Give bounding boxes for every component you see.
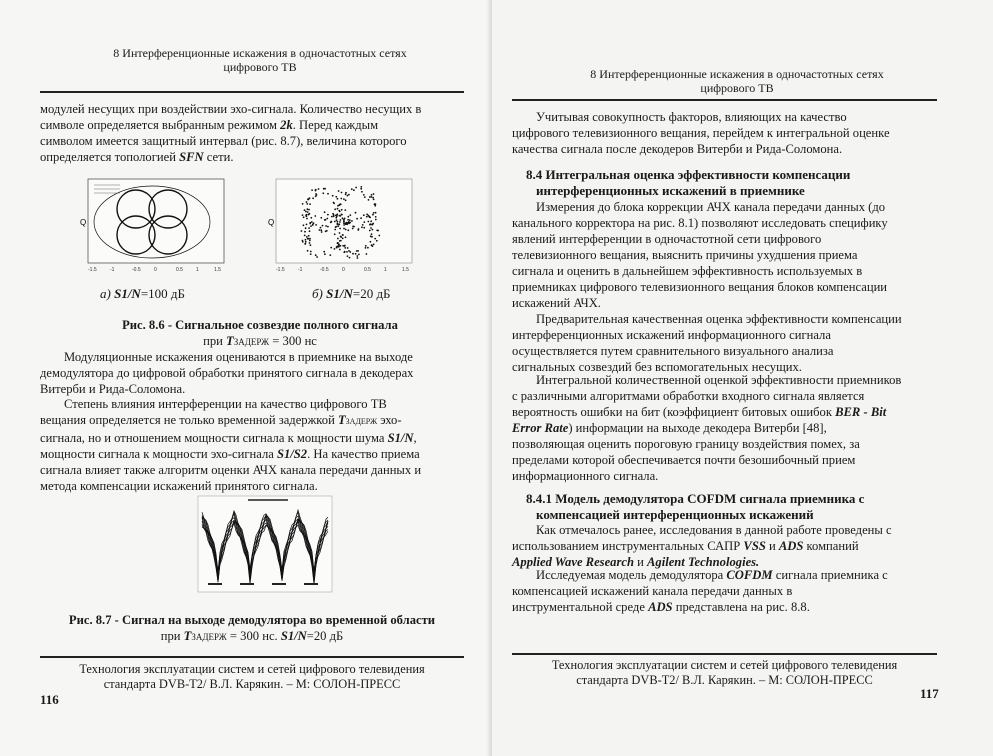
- noise-point: [337, 223, 339, 225]
- noise-point: [306, 203, 308, 205]
- noise-point: [337, 198, 339, 200]
- noise-point: [339, 249, 341, 251]
- fig87-title: [40, 612, 464, 645]
- noise-point: [374, 238, 376, 240]
- noise-point: [318, 188, 320, 190]
- noise-point: [309, 242, 311, 244]
- noise-point: [349, 219, 351, 221]
- left-paragraph-3: Степень влияния интерференции на качество цифрового ТВ вещания определяется не только временной задержкой TЗАДЕРЖ эхо- сигнала, но и отношением мощности сигнала к мощности шума S1/N, мощности сигнала к мощности эхо-сигнала S1/S2. На качество приема сигнала влияет также алгоритм оценки АЧХ канала передачи данных и метода компенсации искажений принятого сигнала.: [40, 397, 422, 493]
- noise-point: [337, 238, 339, 240]
- noise-point: [339, 215, 341, 217]
- noise-point: [334, 248, 336, 250]
- plot-b-x-ticks: [276, 267, 409, 273]
- noise-point: [373, 212, 375, 214]
- noise-point: [334, 233, 336, 235]
- noise-point: [342, 217, 344, 219]
- noise-point: [320, 217, 322, 219]
- noise-point: [324, 253, 326, 255]
- noise-point: [371, 233, 373, 235]
- noise-point: [371, 196, 373, 198]
- noise-point: [309, 197, 311, 199]
- noise-point: [306, 214, 308, 216]
- noise-point: [343, 221, 345, 223]
- noise-point: [303, 216, 305, 218]
- noise-point: [302, 214, 304, 216]
- noise-point: [337, 242, 339, 244]
- noise-point: [375, 216, 377, 218]
- section-8-4-heading: 8.4 Интегральная оценка эффективности компенсации интерференционных искажений в приемнике: [526, 167, 851, 198]
- noise-point: [331, 216, 333, 218]
- fig86-title-line1: Рис. 8.6 - Сигнальное созвездие полного сигнала: [122, 318, 398, 332]
- noise-point: [378, 235, 380, 237]
- noise-point: [346, 251, 348, 253]
- noise-point: [369, 217, 371, 219]
- noise-point: [360, 217, 362, 219]
- noise-point: [343, 228, 345, 230]
- noise-point: [364, 196, 366, 198]
- noise-point: [319, 229, 321, 231]
- right-page: [492, 0, 993, 756]
- noise-point: [363, 227, 365, 229]
- noise-point: [312, 197, 314, 199]
- noise-point: [370, 241, 372, 243]
- noise-point: [327, 214, 329, 216]
- svg-text:1.5: 1.5: [214, 267, 221, 273]
- noise-point: [340, 219, 342, 221]
- noise-point: [306, 236, 308, 238]
- noise-point: [352, 226, 354, 228]
- noise-point: [307, 198, 309, 200]
- noise-point: [377, 230, 379, 232]
- left-intro-paragraph: модулей несущих при воздействии эхо-сигнала. Количество несущих в символе определяется выбранным режимом 2k. Перед каждым символом имеется защитный интервал (рис. 8.7), величина которого определяется топологией SFN сети.: [40, 102, 422, 164]
- noise-point: [339, 232, 341, 234]
- noise-point: [307, 250, 309, 252]
- right-header-line2: цифрового ТВ: [700, 81, 774, 95]
- noise-point: [314, 215, 316, 217]
- noise-point: [347, 216, 349, 218]
- noise-point: [332, 213, 334, 215]
- noise-point: [367, 221, 369, 223]
- svg-text:0: 0: [342, 267, 345, 273]
- noise-point: [347, 195, 349, 197]
- right-paragraph-6: Исследуемая модель демодулятора COFDM сигнала приемника с компенсацией искажений канала передачи данных в инструментальной среде ADS представлена на рис. 8.8.: [512, 568, 888, 614]
- fig87-title-line1: Рис. 8.7 - Сигнал на выходе демодулятора во временной области: [68, 613, 436, 627]
- right-running-header: [532, 67, 942, 95]
- noise-point: [335, 226, 337, 228]
- noise-point: [338, 210, 340, 212]
- right-footer-line1: Технология эксплуатации систем и сетей цифрового телевидения: [551, 658, 898, 672]
- left-page: [0, 0, 492, 756]
- noise-point: [329, 254, 331, 256]
- plot-a-y-label: Q: [80, 218, 87, 227]
- noise-point: [337, 221, 339, 223]
- noise-point: [335, 217, 337, 219]
- right-paragraph-2: Измерения до блока коррекции АЧХ канала передачи данных (до канального корректора на рис. 8.1) позволяют исследовать специфику явлений интерференции в одночастотной сети цифрового телевизионного вещания, выяснить причины ухудшения приема сигнала и оценить в дальнейшем эффективность используемых в приемниках цифрового телевизионного вещания блоков компенсации искажений АЧХ.: [512, 200, 888, 310]
- noise-point: [331, 221, 333, 223]
- noise-point: [366, 253, 368, 255]
- right-paragraph-4: Интегральной количественной оценкой эффективности приемников с различными алгоритмами обработки входного сигнала является вероятность ошибки на бит (коэффициент битовых ошибок BER - Bit Error Rate) информации на выходе декодера Витерби [48], позволяющая оценить пороговую границу воздействия помех, за пределами которой обеспечивается почти безошибочный прием информационного сигнала.: [512, 373, 902, 483]
- noise-point: [340, 198, 342, 200]
- noise-point: [334, 208, 336, 210]
- noise-point: [338, 224, 340, 226]
- noise-point: [371, 224, 373, 226]
- noise-point: [310, 251, 312, 253]
- noise-point: [308, 209, 310, 211]
- noise-point: [365, 247, 367, 249]
- noise-point: [304, 209, 306, 211]
- noise-point: [349, 214, 351, 216]
- noise-point: [368, 199, 370, 201]
- noise-point: [342, 238, 344, 240]
- noise-point: [358, 254, 360, 256]
- noise-point: [341, 192, 343, 194]
- left-footer-rule: [40, 656, 464, 658]
- noise-point: [339, 240, 341, 242]
- noise-point: [373, 193, 375, 195]
- plot-b-y-label: Q: [268, 218, 275, 227]
- left-header-rule: [40, 91, 464, 93]
- left-header-line1: 8 Интерференционные искажения в одночастотных сетях: [113, 46, 407, 60]
- noise-point: [372, 245, 374, 247]
- left-running-header: [60, 46, 460, 74]
- noise-point: [320, 227, 322, 229]
- noise-point: [326, 230, 328, 232]
- noise-point: [324, 211, 326, 213]
- demodulator-waveform-plot: [188, 494, 338, 604]
- noise-point: [303, 224, 305, 226]
- noise-point: [373, 199, 375, 201]
- noise-point: [347, 222, 349, 224]
- noise-point: [353, 189, 355, 191]
- noise-point: [305, 211, 307, 213]
- right-page-number: 117: [920, 686, 939, 701]
- noise-point: [315, 254, 317, 256]
- noise-point: [309, 240, 311, 242]
- noise-point: [343, 198, 345, 200]
- noise-point: [356, 218, 358, 220]
- noise-point: [375, 212, 377, 214]
- noise-point: [321, 231, 323, 233]
- right-paragraph-1: Учитывая совокупность факторов, влияющих на качество цифрового телевизионного вещания, перейдем к интегральной оценке качества сигнала после декодеров Витерби и Рида-Соломона.: [512, 110, 890, 156]
- svg-text:-0.5: -0.5: [132, 267, 141, 273]
- noise-point: [352, 228, 354, 230]
- noise-point: [305, 227, 307, 229]
- noise-point: [355, 253, 357, 255]
- noise-point: [365, 245, 367, 247]
- noise-point: [315, 224, 317, 226]
- noise-point: [345, 199, 347, 201]
- noise-point: [347, 219, 349, 221]
- right-header-line1: 8 Интерференционные искажения в одночастотных сетях: [590, 67, 884, 81]
- noise-point: [343, 224, 345, 226]
- noise-point: [345, 236, 347, 238]
- noise-point: [333, 215, 335, 217]
- noise-point: [309, 238, 311, 240]
- noise-point: [337, 208, 339, 210]
- noise-point: [355, 187, 357, 189]
- noise-point: [351, 220, 353, 222]
- noise-point: [338, 190, 340, 192]
- svg-text:-1: -1: [110, 267, 115, 273]
- noise-point: [335, 196, 337, 198]
- constellation-plot-b: [268, 175, 418, 275]
- noise-point: [315, 193, 317, 195]
- noise-point: [337, 225, 339, 227]
- noise-point: [372, 229, 374, 231]
- noise-point: [306, 201, 308, 203]
- noise-point: [358, 228, 360, 230]
- noise-point: [369, 196, 371, 198]
- noise-point: [339, 228, 341, 230]
- noise-point: [347, 247, 349, 249]
- noise-point: [376, 240, 378, 242]
- noise-point: [338, 245, 340, 247]
- svg-text:-1.5: -1.5: [88, 267, 97, 273]
- noise-point: [306, 215, 308, 217]
- noise-point: [347, 229, 349, 231]
- right-paragraph-3: Предварительная качественная оценка эффективности компенсации интерференционных искажений информационного сигнала осуществляется путем сравнительного визуального анализа сигнальных созвездий без вспомогательных несущих.: [512, 312, 902, 374]
- fig86-title: [60, 317, 460, 350]
- svg-text:-1.5: -1.5: [276, 267, 285, 273]
- svg-text:1.5: 1.5: [402, 267, 409, 273]
- noise-point: [356, 255, 358, 257]
- noise-point: [348, 194, 350, 196]
- noise-point: [370, 235, 372, 237]
- noise-point: [345, 229, 347, 231]
- fig86-caption-b: б) S1/N=20 дБ: [312, 286, 391, 301]
- noise-point: [320, 229, 322, 231]
- noise-point: [372, 214, 374, 216]
- noise-point: [361, 191, 363, 193]
- noise-point: [322, 225, 324, 227]
- noise-point: [309, 230, 311, 232]
- noise-point: [352, 253, 354, 255]
- noise-point: [345, 222, 347, 224]
- noise-point: [344, 209, 346, 211]
- left-header-line2: цифрового ТВ: [223, 60, 297, 74]
- noise-point: [369, 224, 371, 226]
- noise-point: [363, 214, 365, 216]
- right-footer-rule: [512, 653, 937, 655]
- noise-point: [302, 203, 304, 205]
- noise-point: [325, 219, 327, 221]
- noise-point: [311, 221, 313, 223]
- fig86-title-line2: при TЗАДЕРЖ = 300 нс: [203, 334, 317, 348]
- plot-a-x-ticks: [88, 267, 221, 273]
- noise-point: [339, 204, 341, 206]
- noise-point: [325, 225, 327, 227]
- noise-point: [304, 235, 306, 237]
- noise-point: [373, 244, 375, 246]
- noise-point: [340, 245, 342, 247]
- svg-text:0: 0: [154, 267, 157, 273]
- noise-point: [345, 193, 347, 195]
- noise-point: [310, 225, 312, 227]
- right-footer-line2: стандарта DVB-T2/ В.Л. Карякин. – М: СОЛОН-ПРЕСС: [576, 673, 873, 687]
- noise-point: [308, 227, 310, 229]
- noise-point: [316, 256, 318, 258]
- noise-point: [305, 241, 307, 243]
- noise-point: [307, 238, 309, 240]
- noise-point: [310, 217, 312, 219]
- noise-point: [355, 212, 357, 214]
- noise-point: [327, 226, 329, 228]
- noise-point: [306, 224, 308, 226]
- noise-point: [351, 188, 353, 190]
- noise-point: [309, 222, 311, 224]
- left-footer-line2: стандарта DVB-T2/ В.Л. Карякин. – М: СОЛОН-ПРЕСС: [103, 677, 401, 691]
- noise-point: [366, 216, 368, 218]
- noise-point: [342, 234, 344, 236]
- noise-point: [323, 188, 325, 190]
- noise-point: [369, 230, 371, 232]
- noise-point: [349, 257, 351, 259]
- noise-point: [375, 219, 377, 221]
- left-page-number: 116: [40, 692, 59, 707]
- left-footer-line1: Технология эксплуатации систем и сетей цифрового телевидения: [79, 662, 425, 676]
- noise-point: [310, 244, 312, 246]
- right-paragraph-5: Как отмечалось ранее, исследования в данной работе проведены с использованием инструментальных САПР VSS и ADS компаний Applied Wave Research и Agilent Technologies.: [512, 523, 892, 569]
- noise-point: [362, 224, 364, 226]
- svg-text:1: 1: [384, 267, 387, 273]
- section-8-4-1-heading: 8.4.1 Модель демодулятора COFDM сигнала приемника с компенсацией интерференционных искажений: [526, 491, 865, 522]
- noise-point: [343, 251, 345, 253]
- noise-point: [344, 245, 346, 247]
- noise-point: [371, 194, 373, 196]
- left-paragraph-2: Модуляционные искажения оцениваются в приемнике на выходе демодулятора до цифровой обработки принятого сигнала в декодерах Витерби и Рида-Соломона.: [40, 350, 414, 396]
- noise-point: [370, 220, 372, 222]
- noise-point: [332, 195, 334, 197]
- noise-point: [333, 202, 335, 204]
- noise-point: [327, 193, 329, 195]
- noise-point: [348, 250, 350, 252]
- noise-point: [344, 218, 346, 220]
- noise-point: [308, 235, 310, 237]
- noise-point: [357, 257, 359, 259]
- noise-point: [360, 188, 362, 190]
- noise-point: [304, 243, 306, 245]
- noise-point: [322, 192, 324, 194]
- noise-point: [368, 215, 370, 217]
- svg-text:0.5: 0.5: [364, 267, 371, 273]
- noise-point: [340, 236, 342, 238]
- noise-point: [312, 224, 314, 226]
- noise-point: [339, 221, 341, 223]
- noise-point: [307, 208, 309, 210]
- constellation-plot-a: [80, 175, 230, 275]
- fig87-title-line2: при TЗАДЕРЖ = 300 нс. S1/N=20 дБ: [160, 629, 344, 643]
- noise-point: [347, 255, 349, 257]
- noise-point: [334, 229, 336, 231]
- noise-point: [361, 226, 363, 228]
- noise-point: [309, 203, 311, 205]
- noise-point: [336, 214, 338, 216]
- fig86-caption-a: а) S1/N=100 дБ: [100, 286, 185, 301]
- noise-point: [326, 218, 328, 220]
- noise-point: [307, 211, 309, 213]
- noise-point: [330, 247, 332, 249]
- svg-text:-0.5: -0.5: [320, 267, 329, 273]
- right-header-rule: [512, 99, 937, 101]
- left-footer: [40, 662, 464, 692]
- noise-point: [375, 203, 377, 205]
- svg-text:1: 1: [196, 267, 199, 273]
- noise-point: [309, 213, 311, 215]
- noise-point: [370, 227, 372, 229]
- noise-point: [356, 250, 358, 252]
- noise-point: [305, 239, 307, 241]
- noise-point: [334, 221, 336, 223]
- svg-text:-1: -1: [298, 267, 303, 273]
- noise-point: [336, 219, 338, 221]
- noise-point: [306, 218, 308, 220]
- noise-point: [323, 251, 325, 253]
- noise-point: [363, 221, 365, 223]
- svg-text:0.5: 0.5: [176, 267, 183, 273]
- noise-point: [315, 189, 317, 191]
- noise-point: [311, 189, 313, 191]
- noise-point: [341, 209, 343, 211]
- noise-point: [363, 194, 365, 196]
- right-footer: [512, 658, 937, 688]
- noise-point: [304, 231, 306, 233]
- noise-point: [344, 247, 346, 249]
- noise-point: [367, 247, 369, 249]
- noise-point: [301, 230, 303, 232]
- noise-point: [372, 197, 374, 199]
- noise-point: [360, 186, 362, 188]
- noise-point: [341, 214, 343, 216]
- noise-point: [310, 253, 312, 255]
- noise-point: [302, 240, 304, 242]
